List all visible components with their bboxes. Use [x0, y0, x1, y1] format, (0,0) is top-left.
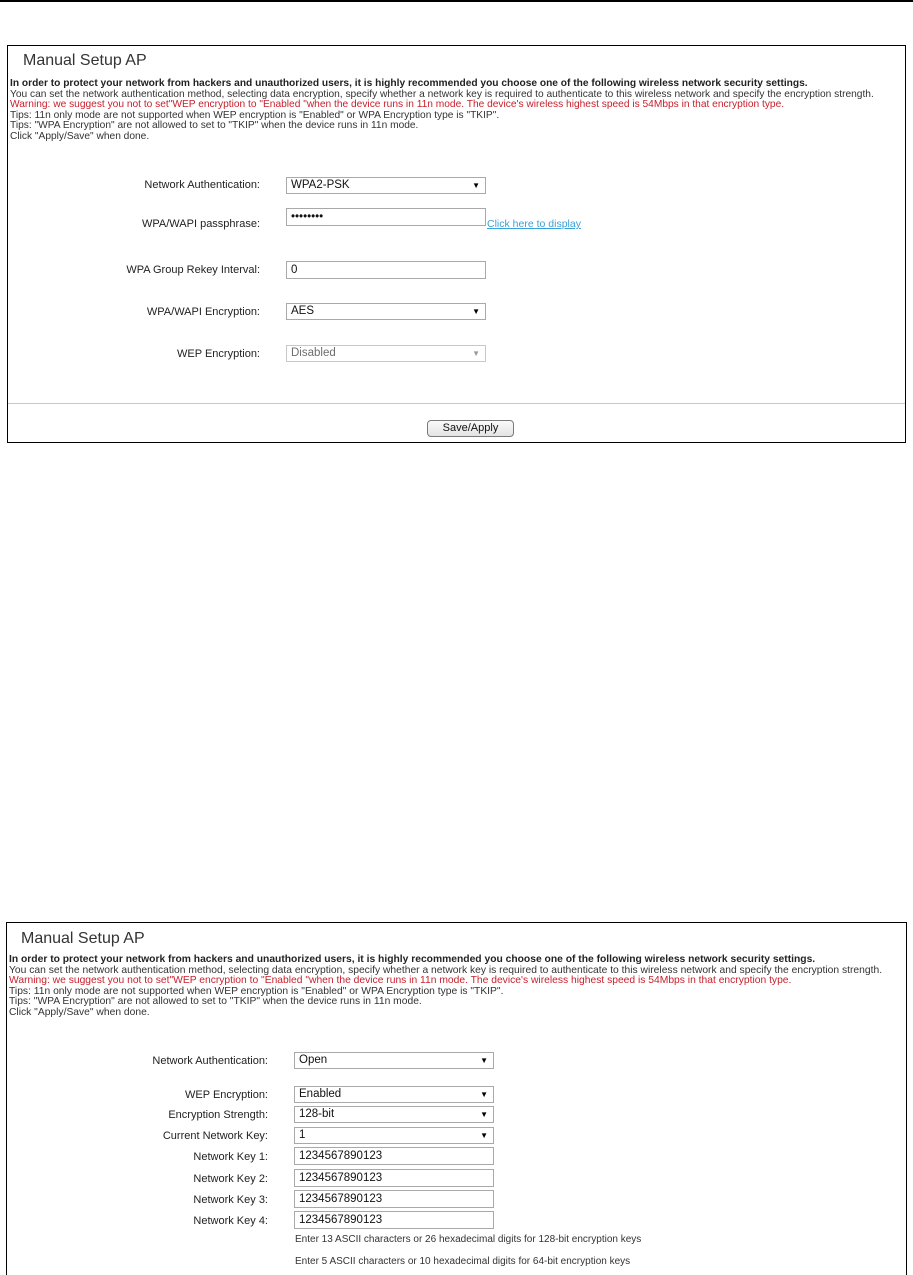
- chevron-down-icon: ▼: [480, 1110, 488, 1119]
- network-auth-select[interactable]: [294, 1052, 494, 1069]
- encryption-strength-select[interactable]: [294, 1106, 494, 1123]
- current-key-value: 1: [299, 1129, 306, 1141]
- wpa-encryption-select[interactable]: [286, 303, 486, 320]
- network-auth-label: Network Authentication:: [152, 1055, 268, 1067]
- passphrase-input[interactable]: ••••••••: [286, 208, 486, 226]
- network-key-4-label: Network Key 4:: [193, 1215, 268, 1227]
- chevron-down-icon: ▼: [480, 1056, 488, 1065]
- manual-setup-ap-panel-wpa: [7, 45, 906, 443]
- page-title: Manual Setup AP: [23, 52, 147, 69]
- tip-wpa: Tips: "WPA Encryption" are not allowed to set to "TKIP" when the device runs in 11n mode.: [10, 120, 419, 131]
- network-key-3-input[interactable]: 1234567890123: [294, 1190, 494, 1208]
- network-key-3-label: Network Key 3:: [193, 1194, 268, 1206]
- wep-encryption-select: [286, 345, 486, 362]
- encryption-strength-value: 128-bit: [299, 1108, 335, 1120]
- rekey-interval-input[interactable]: 0: [286, 261, 486, 279]
- network-key-1-input[interactable]: 1234567890123: [294, 1147, 494, 1165]
- wpa-encryption-value: AES: [291, 305, 315, 317]
- wep-encryption-label: WEP Encryption:: [185, 1089, 268, 1101]
- key-note-64bit: Enter 5 ASCII characters or 10 hexadecimal digits for 64-bit encryption keys: [295, 1256, 631, 1267]
- key-note-128bit: Enter 13 ASCII characters or 26 hexadecimal digits for 128-bit encryption keys: [295, 1234, 642, 1245]
- intro-text: [10, 79, 903, 142]
- wep-encryption-label: WEP Encryption:: [177, 348, 260, 360]
- intro-bold: In order to protect your network from hackers and unauthorized users, it is highly recommended you choose one of the following wireless network security settings.: [9, 954, 816, 965]
- chevron-down-icon: ▼: [472, 307, 480, 316]
- top-border: [0, 0, 913, 2]
- intro-description: You can set the network authentication method, selecting data encryption, specify whether a network key is required to authenticate to this wireless network and specify the encryption strength.: [9, 964, 883, 976]
- encryption-strength-label: Encryption Strength:: [168, 1109, 268, 1121]
- wep-encryption-select[interactable]: [294, 1086, 494, 1103]
- network-auth-value: WPA2-PSK: [291, 179, 350, 191]
- chevron-down-icon: ▼: [480, 1090, 488, 1099]
- network-auth-value: Open: [299, 1054, 328, 1066]
- tip-11n: Tips: 11n only mode are not supported when WEP encryption is "Enabled" or WPA Encryption type is "TKIP".: [9, 985, 504, 997]
- manual-setup-ap-panel-wep: [6, 922, 907, 1275]
- network-key-2-label: Network Key 2:: [193, 1173, 268, 1185]
- current-key-label: Current Network Key:: [162, 1130, 268, 1142]
- tip-wpa: Tips: "WPA Encryption" are not allowed to set to "TKIP" when the device runs in 11n mode.: [9, 996, 422, 1007]
- divider: [8, 403, 905, 404]
- tip-11n: Tips: 11n only mode are not supported when WEP encryption is "Enabled" or WPA Encryption type is "TKIP".: [10, 109, 500, 121]
- current-key-select[interactable]: [294, 1127, 494, 1144]
- network-key-2-input[interactable]: 1234567890123: [294, 1169, 494, 1187]
- click-note: Click "Apply/Save" when done.: [9, 1006, 150, 1018]
- network-key-1-label: Network Key 1:: [193, 1151, 268, 1163]
- intro-text: [9, 955, 902, 1018]
- wep-encryption-value: Disabled: [291, 347, 336, 359]
- warning-text: Warning: we suggest you not to set"WEP encryption to "Enabled "when the device runs in 11n mode. The device's wireless highest speed is 54Mbps in that encryption type.: [9, 975, 792, 986]
- wpa-encryption-label: WPA/WAPI Encryption:: [146, 306, 260, 318]
- click-note: Click "Apply/Save" when done.: [10, 130, 150, 142]
- page-title: Manual Setup AP: [21, 930, 145, 947]
- wep-encryption-value: Enabled: [299, 1088, 342, 1100]
- rekey-interval-label: WPA Group Rekey Interval:: [126, 264, 260, 276]
- chevron-down-icon: ▼: [472, 349, 480, 358]
- save-apply-button[interactable]: Save/Apply: [427, 420, 514, 437]
- passphrase-label: WPA/WAPI passphrase:: [142, 218, 260, 230]
- network-auth-select[interactable]: [286, 177, 486, 194]
- warning-text: Warning: we suggest you not to set"WEP encryption to "Enabled "when the device runs in 11n mode. The device's wireless highest speed is 54Mbps in that encryption type.: [10, 99, 785, 110]
- network-key-4-input[interactable]: 1234567890123: [294, 1211, 494, 1229]
- show-passphrase-link[interactable]: Click here to display: [487, 218, 581, 230]
- network-auth-label: Network Authentication:: [144, 179, 260, 191]
- chevron-down-icon: ▼: [480, 1131, 488, 1140]
- intro-description: You can set the network authentication method, selecting data encryption, specify whether a network key is required to authenticate to this wireless network and specify the encryption strength.: [10, 88, 874, 100]
- chevron-down-icon: ▼: [472, 181, 480, 190]
- intro-bold: In order to protect your network from hackers and unauthorized users, it is highly recommended you choose one of the following wireless network security settings.: [10, 78, 808, 89]
